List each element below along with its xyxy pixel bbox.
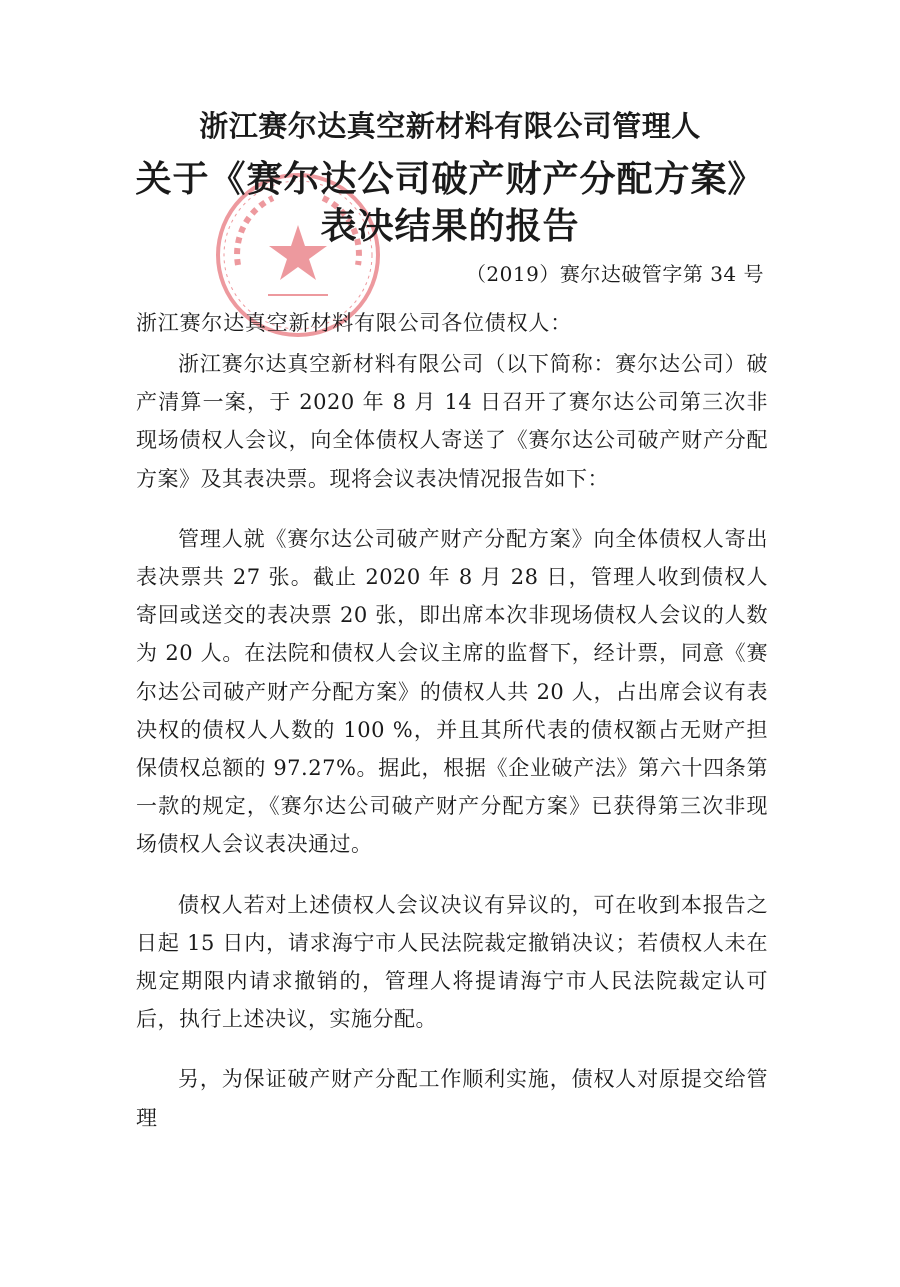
- salutation: 浙江赛尔达真空新材料有限公司各位债权人：: [136, 311, 572, 335]
- paragraph-meeting-info: 浙江赛尔达真空新材料有限公司（以下简称：赛尔达公司）破产清算一案，于 2020 年 8 月 14 日召开了赛尔达公司第三次非现场债权人会议，向全体债权人寄送了《赛尔达公司破产财产分配方案》及其表决票。现将会议表决情况报告如下：: [136, 352, 768, 491]
- paragraph-objection-notice: 债权人若对上述债权人会议决议有异议的，可在收到本报告之日起 15 日内，请求海宁市人民法院裁定撤销决议；若债权人未在规定期限内请求撤销的，管理人将提请海宁市人民法院裁定认可后，执行上述决议，实施分配。: [136, 892, 768, 1032]
- title-line-1: 浙江赛尔达真空新材料有限公司管理人: [199, 109, 701, 143]
- paragraph-vote-result: 管理人就《赛尔达公司破产财产分配方案》向全体债权人寄出表决票共 27 张。截止 2020 年 8 月 28 日，管理人收到债权人寄回或送交的表决票 20 张，即出席本次非现场债权人会议的人数为 20 人。在法院和债权人会议主席的监督下，经计票，同意《赛尔达公司破产财产分配方案》的债权人共 20 人，占出席会议有表决权的债权人人数的 100 %，并且其所代表的债权额占无财产担保债权总额的 97.27%。据此，根据《企业破产法》第六十四条第一款的规定，《赛尔达公司破产财产分配方案》已获得第三次非现场债权人会议表决通过。: [136, 526, 768, 857]
- title-line-3: 表决结果的报告: [320, 206, 580, 247]
- paragraph-additional-note: 另，为保证破产财产分配工作顺利实施，债权人对原提交给管理: [136, 1067, 768, 1130]
- document-number: （2019）赛尔达破管字第 34 号: [465, 262, 764, 286]
- report-body: [136, 345, 768, 1159]
- title-line-2: 关于《赛尔达公司破产财产分配方案》: [135, 159, 765, 200]
